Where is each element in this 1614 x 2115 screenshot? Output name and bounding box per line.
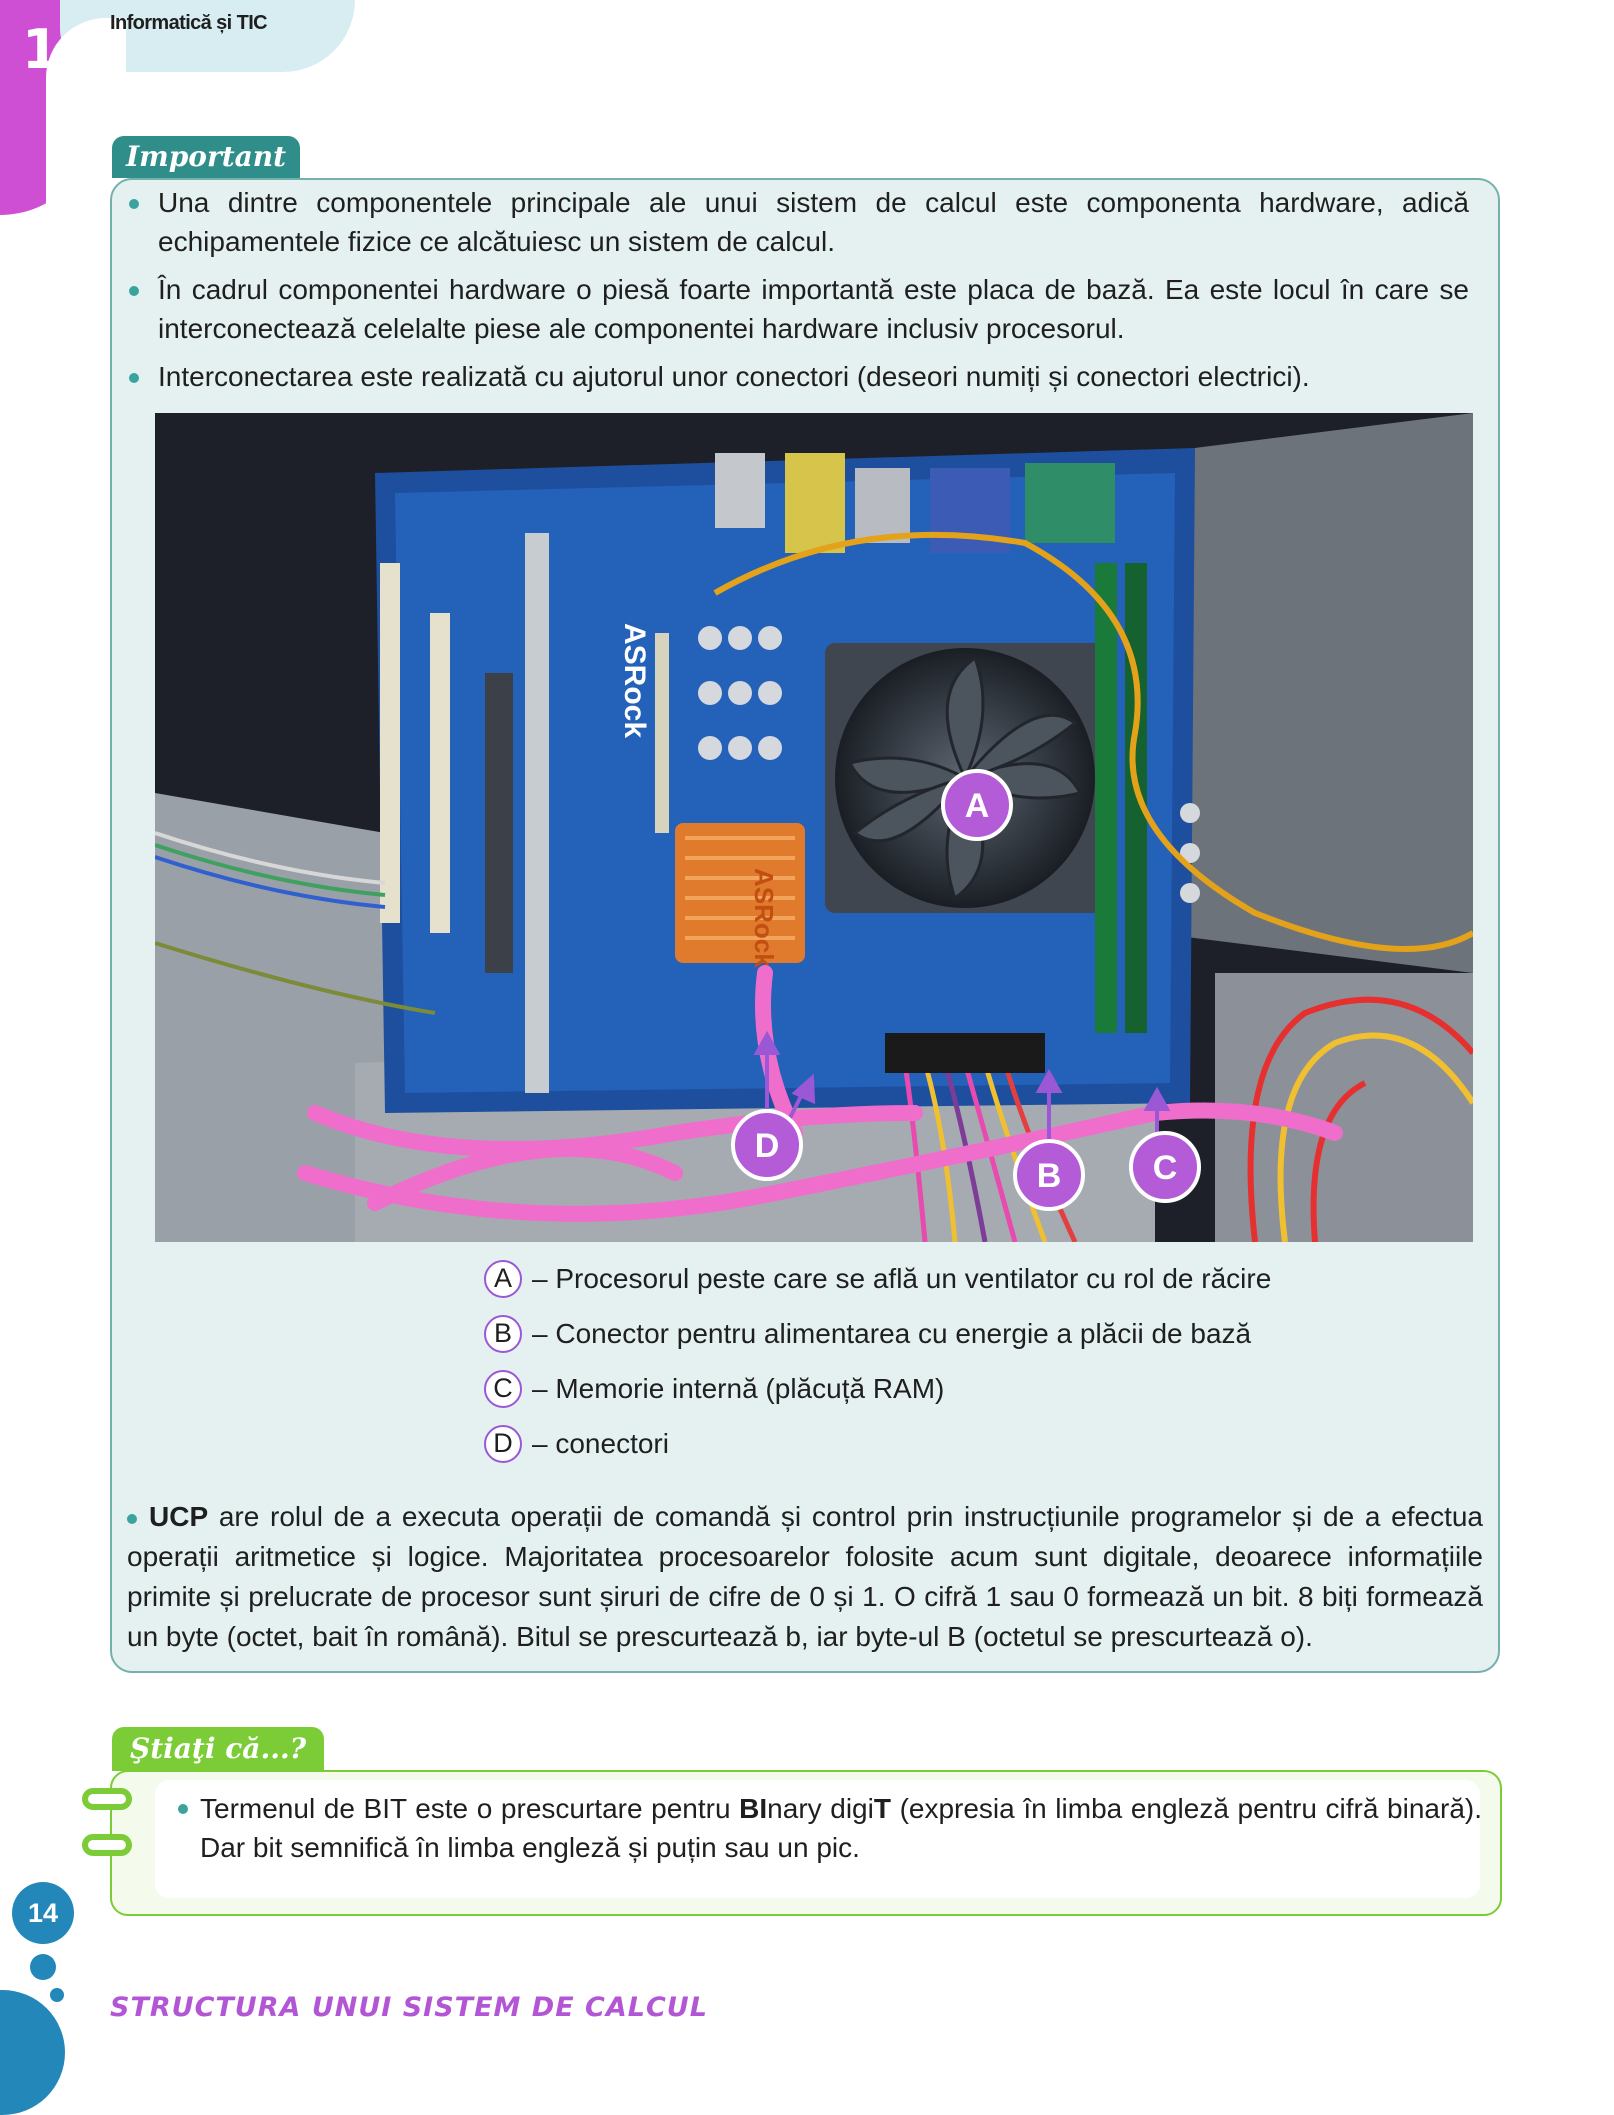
stiati-tab: Ştiaţi că...?	[112, 1727, 324, 1771]
bullet-dot-icon	[178, 1804, 188, 1814]
ucp-term: UCP	[149, 1501, 209, 1532]
legend-row	[484, 1368, 1271, 1409]
motherboard-illustration	[155, 413, 1473, 1242]
decor-dot	[30, 1954, 56, 1980]
legend-row	[484, 1313, 1271, 1354]
chapter-number: 1	[22, 18, 60, 81]
ucp-text: are rolul de a executa operații de comandă și control prin instrucțiunile programelor și de a efectua operații aritmetice și logice. Majoritatea procesoarelor folosite acum sunt digitale, deoarece informațiile primite și prelucrate de procesor sunt șiruri de cifre de 0 și 1. O cifră 1 sau 0 formează un bit. 8 biți formează un byte (octet, bait în română). Bitul se prescurtează b, iar byte-ul B (octetul se prescurtează o).	[127, 1501, 1483, 1652]
footer-chapter-title: STRUCTURA UNUI SISTEM DE CALCUL	[110, 1992, 708, 2023]
legend-text: – Procesorul peste care se află un ventilator cu rol de răcire	[532, 1262, 1272, 1294]
subject-title: Informatică și TIC	[110, 12, 268, 34]
bullet-text: Una dintre componentele principale ale unui sistem de calcul este componenta hardware, adică echipamentele fizice ce alcătuiesc un sistem de calcul.	[158, 187, 1469, 257]
bullet-item	[127, 183, 1469, 261]
heatsink-brand: ASRock	[749, 868, 779, 968]
legend-text: – conectori	[532, 1427, 669, 1459]
important-tab: Important	[112, 136, 300, 178]
label-d: D	[754, 1127, 780, 1165]
important-bullets	[127, 183, 1469, 405]
binder-ring-icon	[82, 1788, 132, 1810]
stiati-text	[176, 1789, 1482, 1867]
motherboard-photo	[155, 413, 1473, 1242]
bullet-text: În cadrul componentei hardware o piesă foarte importantă este placa de bază. Ea este locul în care se interconectează celelalte piese ale componentei hardware inclusiv procesorul.	[158, 274, 1469, 344]
bullet-dot-icon	[129, 286, 139, 296]
bullet-item	[127, 357, 1469, 396]
stiati-text-part: nary digi	[767, 1793, 874, 1824]
legend-letter: D	[484, 1425, 522, 1463]
legend-text: – Memorie internă (plăcuță RAM)	[532, 1372, 945, 1404]
label-a: A	[964, 787, 990, 825]
decor-corner	[0, 1990, 65, 2115]
legend-text: – Conector pentru alimentarea cu energie a plăcii de bază	[532, 1317, 1252, 1349]
photo-legend	[484, 1258, 1271, 1478]
stiati-bold: T	[873, 1793, 891, 1824]
stiati-text-part: (expresia în limba engleză pentru cifră binară). Dar bit semnifică în limba engleză și puțin sau un pic.	[200, 1793, 1482, 1863]
legend-row	[484, 1258, 1271, 1299]
bullet-text: Interconectarea este realizată cu ajutorul unor conectori (deseori numiți și conectori electrici).	[158, 361, 1310, 392]
board-brand: ASRock	[618, 623, 651, 739]
bullet-item	[127, 270, 1469, 348]
legend-letter: C	[484, 1370, 522, 1408]
legend-letter: B	[484, 1315, 522, 1353]
stiati-bold: BI	[739, 1793, 768, 1824]
binder-ring-icon	[82, 1834, 132, 1856]
legend-row	[484, 1423, 1271, 1464]
label-b: B	[1036, 1157, 1062, 1195]
decor-dot	[50, 1988, 64, 2002]
label-c: C	[1152, 1149, 1178, 1187]
bullet-dot-icon	[129, 373, 139, 383]
stiati-text-part: Termenul de BIT este o prescurtare pentru	[200, 1793, 740, 1824]
bullet-dot-icon	[127, 1514, 137, 1524]
ucp-paragraph	[127, 1497, 1483, 1657]
legend-letter: A	[484, 1260, 522, 1298]
page-number: 14	[12, 1882, 74, 1944]
bullet-dot-icon	[129, 199, 139, 209]
